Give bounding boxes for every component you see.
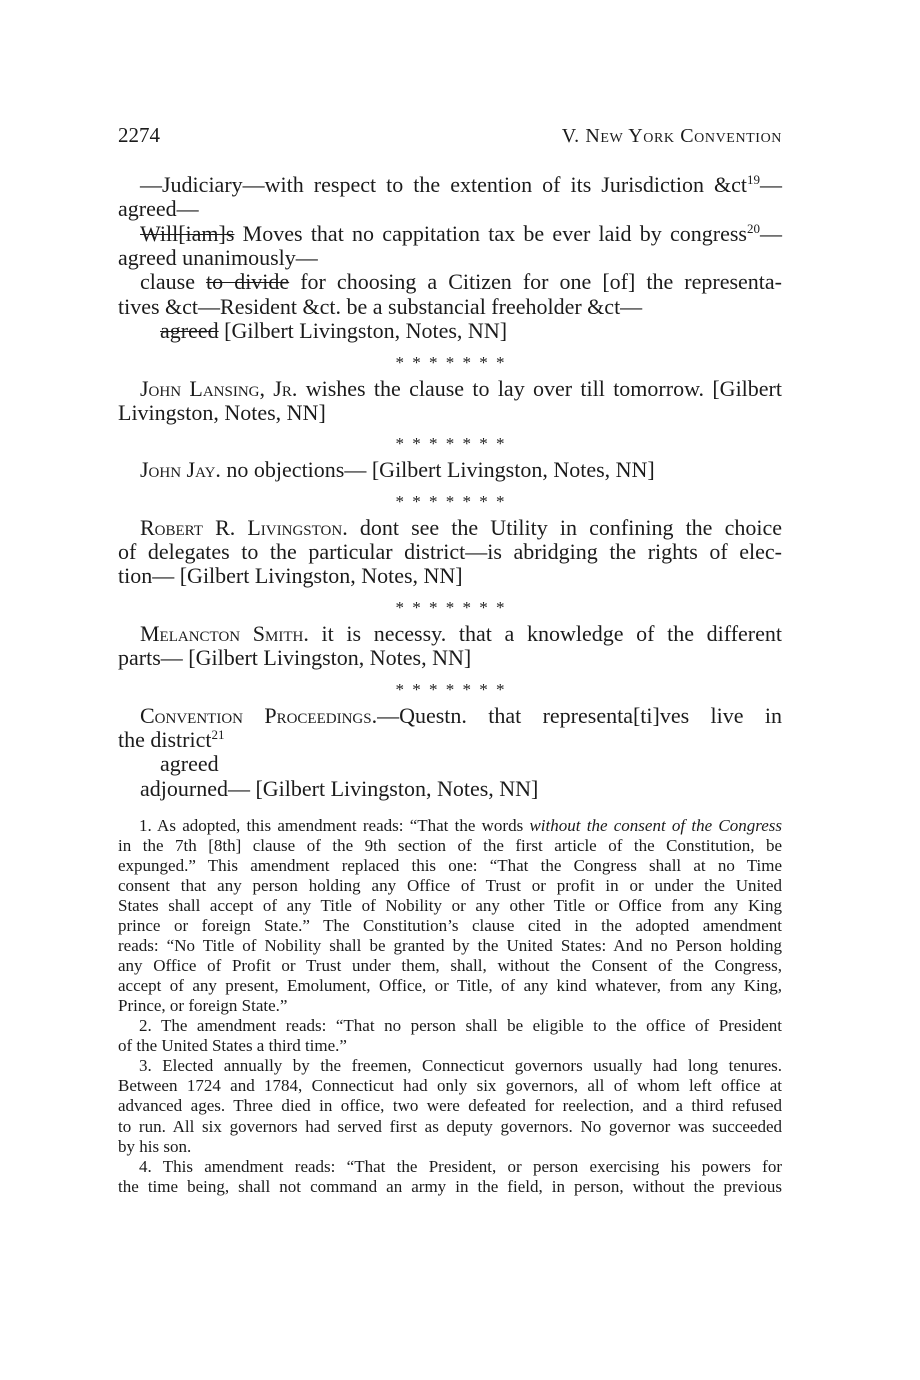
struck-text: to divide <box>206 269 290 295</box>
note-ref: 19 <box>747 171 760 187</box>
footnote-line <box>118 976 782 996</box>
text-line <box>118 197 782 221</box>
line-text: clause <box>140 269 207 295</box>
text-line <box>118 246 782 270</box>
asterisks: * * * * * * * <box>395 491 505 511</box>
running-head: V. New York Convention <box>561 125 782 147</box>
line-text: agreed— <box>118 196 199 222</box>
line-text: agreed unanimously— <box>118 244 318 270</box>
passage-smith <box>118 622 782 671</box>
line-text: for choosing a Citizen for one [of] the representa- <box>289 269 783 295</box>
speaker-name: John Jay. <box>140 457 221 483</box>
footnote-2 <box>118 1016 782 1056</box>
footnote-line <box>118 1016 782 1036</box>
section-separator <box>118 488 782 511</box>
footnote-line <box>118 956 782 976</box>
text-line <box>118 173 782 197</box>
text-line <box>118 222 782 246</box>
text-line <box>118 704 782 728</box>
text-line <box>118 516 782 540</box>
line-text: to run. All six governors had served first as deputy governors. No governor was succeeded <box>118 1116 782 1136</box>
asterisks: * * * * * * * <box>395 679 505 699</box>
line-text: by his son. <box>118 1136 192 1156</box>
note-ref: 20 <box>747 220 760 236</box>
text-line <box>118 622 782 646</box>
source-citation: [Gilbert Livingston, Notes, NN] <box>218 318 508 344</box>
text-line <box>118 295 782 319</box>
footnote-line <box>118 916 782 936</box>
text-line <box>118 540 782 564</box>
footnotes <box>118 816 782 1197</box>
line-text: —Questn. that representa[ti]ves live in <box>377 702 782 728</box>
line-text: in the 7th [8th] clause of the 9th section of the first article of the Constitution, be <box>118 835 782 855</box>
line-text: of the United States a third time.” <box>118 1036 347 1056</box>
passage-judiciary <box>118 173 782 344</box>
footnote-line <box>118 1036 782 1056</box>
text-line <box>118 646 782 670</box>
page-header <box>118 123 782 147</box>
footnote-line <box>118 1157 782 1177</box>
line-text: 2. The amendment reads: “That no person shall be eligible to the office of President <box>139 1016 782 1036</box>
struck-text: agreed <box>160 318 219 344</box>
section-separator <box>118 676 782 699</box>
line-text: States shall accept of any Title of Nobility or any other Title or Office from any King <box>118 896 782 915</box>
asterisks: * * * * * * * <box>395 597 505 617</box>
line-text: agreed <box>160 751 219 777</box>
line-text: Between 1724 and 1784, Connecticut had only six governors, all of whom left office at <box>118 1076 782 1096</box>
line-text: wishes the clause to lay over till tomorrow. [Gilbert <box>297 375 782 401</box>
passage-robert-livingston <box>118 516 782 589</box>
footnote-line <box>118 1096 782 1116</box>
text-line <box>118 777 782 801</box>
footnote-line <box>118 1177 782 1197</box>
line-text: — <box>760 171 782 197</box>
line-text: parts— [Gilbert Livingston, Notes, NN] <box>118 645 472 671</box>
line-text: 3. Elected annually by the freemen, Connecticut governors usually had long tenures. <box>139 1056 782 1076</box>
section-separator <box>118 594 782 617</box>
line-text: tion— [Gilbert Livingston, Notes, NN] <box>118 563 463 589</box>
speaker-name: John Lansing, Jr. <box>140 375 298 401</box>
footnote-3 <box>118 1056 782 1156</box>
section-separator <box>118 430 782 454</box>
line-text: — <box>760 220 782 246</box>
line-text: Livingston, Notes, NN] <box>118 399 326 425</box>
footnote-line <box>118 876 782 896</box>
line-text: consent that any person holding any Office of Trust or profit in or under the United <box>118 875 782 895</box>
footnote-line <box>118 1137 782 1157</box>
line-text: 4. This amendment reads: “That the President, or person exercising his powers for <box>139 1156 782 1176</box>
text-line <box>118 728 782 752</box>
note-ref: 21 <box>211 727 225 743</box>
line-text: Moves that no cappitation tax be ever laid by congress <box>234 220 747 246</box>
text-line <box>118 458 782 482</box>
line-text: it is necessy. that a knowledge of the different <box>308 620 782 646</box>
line-text: tives &ct—Resident &ct. be a substancial freeholder &ct— <box>118 293 643 319</box>
line-text: Prince, or foreign State.” <box>118 996 288 1016</box>
section-separator <box>118 349 782 372</box>
line-text: adjourned— [Gilbert Livingston, Notes, NN] <box>140 775 539 801</box>
footnote-line <box>118 856 782 876</box>
line-text: of delegates to the particular district—is abridging the rights of elec- <box>118 539 782 565</box>
line-text: no objections— [Gilbert Livingston, Notes, NN] <box>220 457 655 483</box>
passage-jay <box>118 458 782 482</box>
page-content <box>118 123 782 1197</box>
footnote-line <box>118 996 782 1016</box>
speaker-name: Robert R. Livingston. <box>140 514 348 540</box>
text-line <box>118 377 782 401</box>
footnote-line <box>118 1056 782 1076</box>
text-line <box>118 319 782 343</box>
italic-text: without the consent of the Congress <box>529 815 782 835</box>
line-text: accept of any present, Emolument, Office, or Title, of any kind whatever, from any King, <box>118 976 782 996</box>
speaker-name: Melancton Smith. <box>140 620 309 646</box>
main-text <box>118 173 782 801</box>
line-text: —Judiciary—with respect to the extention of its Jurisdiction &ct <box>140 171 747 197</box>
speaker-name: Convention Proceedings. <box>140 702 378 728</box>
footnote-line <box>118 896 782 916</box>
line-text: 1. As adopted, this amendment reads: “That the words <box>139 815 530 835</box>
asterisks: * * * * * * * <box>395 352 505 372</box>
text-line <box>118 401 782 425</box>
footnote-line <box>118 1076 782 1096</box>
line-text: advanced ages. Three died in office, two were defeated for reelection, and a third refused <box>118 1096 782 1116</box>
line-text: dont see the Utility in confining the choice <box>347 514 782 540</box>
passage-lansing <box>118 377 782 426</box>
line-text: prince or foreign State.” The Constitution’s clause cited in the adopted amendment <box>118 916 782 936</box>
page-number: 2274 <box>118 123 160 147</box>
footnote-line <box>118 836 782 856</box>
footnote-1 <box>118 816 782 1016</box>
text-line <box>118 564 782 588</box>
footnote-4 <box>118 1157 782 1197</box>
text-line <box>118 752 782 776</box>
footnote-line <box>118 1117 782 1137</box>
asterisks: * * * * * * * <box>395 434 505 454</box>
footnote-line <box>118 936 782 956</box>
line-text: any Office of Profit or Trust under them, shall, without the Consent of the Congress, <box>118 956 782 976</box>
passage-convention-proceedings <box>118 704 782 802</box>
line-text: reads: “No Title of Nobility shall be granted by the United States: And no Person holding <box>118 936 782 956</box>
line-text: the district <box>118 727 212 753</box>
line-text: expunged.” This amendment replaced this one: “That the Congress shall at no Time <box>118 855 782 875</box>
footnote-line <box>118 816 782 836</box>
line-text: the time being, shall not command an army in the field, in person, without the previous <box>118 1176 782 1196</box>
text-line <box>118 270 782 294</box>
struck-text: Will[iam]s <box>140 220 235 246</box>
